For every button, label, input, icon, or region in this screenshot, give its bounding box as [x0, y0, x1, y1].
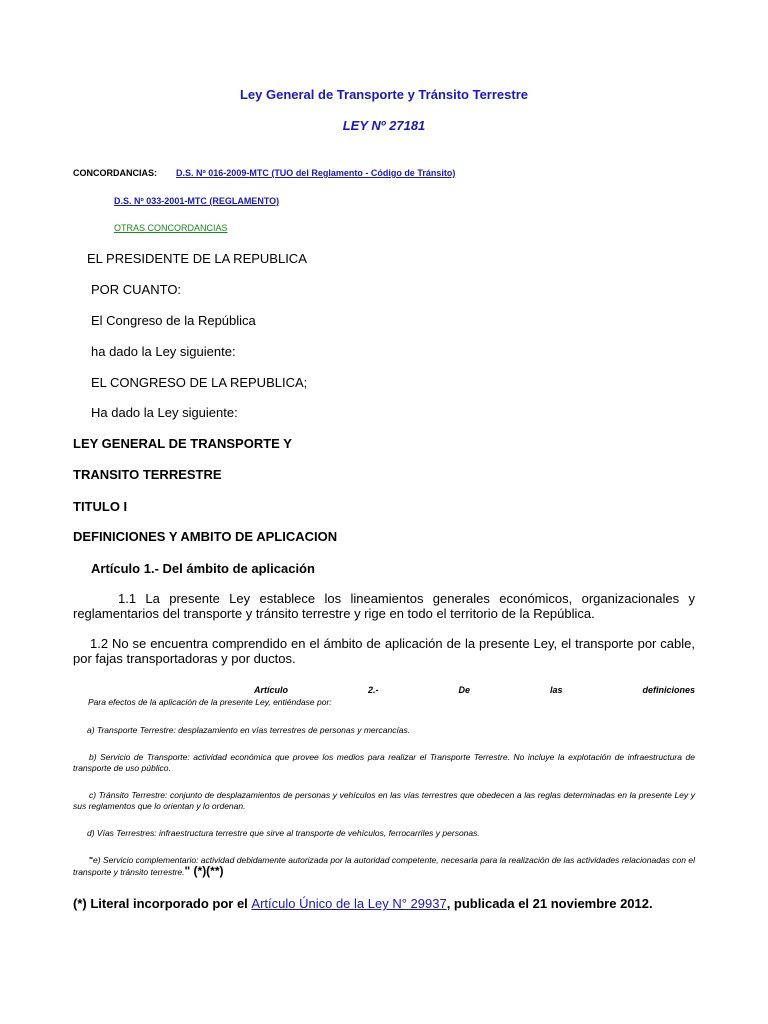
article-2-word: Artículo	[253, 685, 288, 695]
titulo-heading: TITULO I	[73, 499, 128, 514]
definition-e-open-quote: "	[89, 855, 94, 865]
article-2-intro: Para efectos de la aplicación de la presente Ley, entiéndase por:	[88, 697, 332, 707]
definition-a: a) Transporte Terrestre: desplazamiento en vías terrestres de personas y mercancías.	[87, 725, 411, 735]
article-1-paragraph-1: 1.1 La presente Ley establece los lineamientos generales económicos, organizacionales y reglamentarios del transporte y tránsito terrestre y rige en todo el territorio de la República.	[73, 591, 695, 621]
concordancia-link-ds016[interactable]: D.S. Nº 016-2009-MTC (TUO del Reglamento - Código de Tránsito)	[176, 168, 456, 178]
definiciones-heading: DEFINICIONES Y AMBITO DE APLICACION	[73, 529, 338, 544]
concordancia-link-ds033[interactable]: D.S. Nº 033-2001-MTC (REGLAMENTO)	[114, 196, 280, 206]
otras-concordancias-link[interactable]: OTRAS CONCORDANCIAS	[114, 223, 228, 233]
por-cuanto: POR CUANTO:	[91, 282, 182, 297]
article-2-word: De	[458, 685, 470, 695]
footer-suffix: , publicada el 21 noviembre 2012.	[446, 896, 653, 911]
definition-c: c) Tránsito Terrestre: conjunto de desplazamientos de personas y vehículos en las vías terrestres que obedecen a las reglas determinadas en la presente Ley y sus reglamentos que lo orientan y lo ordenan.	[73, 790, 695, 811]
footer-prefix: (*) Literal incorporado por el	[73, 896, 252, 911]
definition-b: b) Servicio de Transporte: actividad económica que provee los medios para realizar el Transporte Terrestre. No incluye la explotación de infraestructura de transporte de uso público.	[73, 752, 695, 773]
article-2-word: definiciones	[642, 685, 695, 695]
articulo-1-heading: Artículo 1.- Del ámbito de aplicación	[91, 561, 315, 576]
congreso-line: El Congreso de la República	[91, 313, 256, 328]
ley-heading-2: TRANSITO TERRESTRE	[73, 467, 222, 482]
ley-29937-link[interactable]: Artículo Único de la Ley N° 29937	[251, 896, 447, 911]
article-2-heading	[73, 685, 695, 695]
article-2-word: 2.-	[367, 685, 379, 695]
concordancias-label: CONCORDANCIAS:	[73, 168, 157, 178]
congreso-caps-line: EL CONGRESO DE LA REPUBLICA;	[91, 375, 308, 390]
footer-note	[73, 896, 653, 911]
ha-dado-line-2: Ha dado la Ley siguiente:	[91, 405, 238, 420]
article-1-paragraph-2: 1.2 No se encuentra comprendido en el ámbito de aplicación de la presente Ley, el transporte por cable, por fajas transportadoras y por ductos.	[73, 636, 695, 666]
law-number: LEY Nº 27181	[342, 118, 426, 133]
definition-e-mark: " (*)(**)	[184, 864, 224, 878]
ha-dado-line: ha dado la Ley siguiente:	[91, 344, 236, 359]
definition-e	[73, 855, 695, 878]
definition-e-text: e) Servicio complementario: actividad debidamente autorizada por la autoridad competente, necesaria para la realización de las actividades relacionadas con el transporte y tránsito terrestre.	[73, 855, 695, 877]
article-2-word: las	[549, 685, 563, 695]
law-title: Ley General de Transporte y Tránsito Terrestre	[239, 87, 529, 102]
definition-d: d) Vías Terrestres: infraestructura terrestre que sirve al transporte de vehículos, ferrocarriles y personas.	[87, 828, 480, 838]
ley-heading-1: LEY GENERAL DE TRANSPORTE Y	[73, 436, 292, 451]
president-line: EL PRESIDENTE DE LA REPUBLICA	[87, 251, 307, 266]
